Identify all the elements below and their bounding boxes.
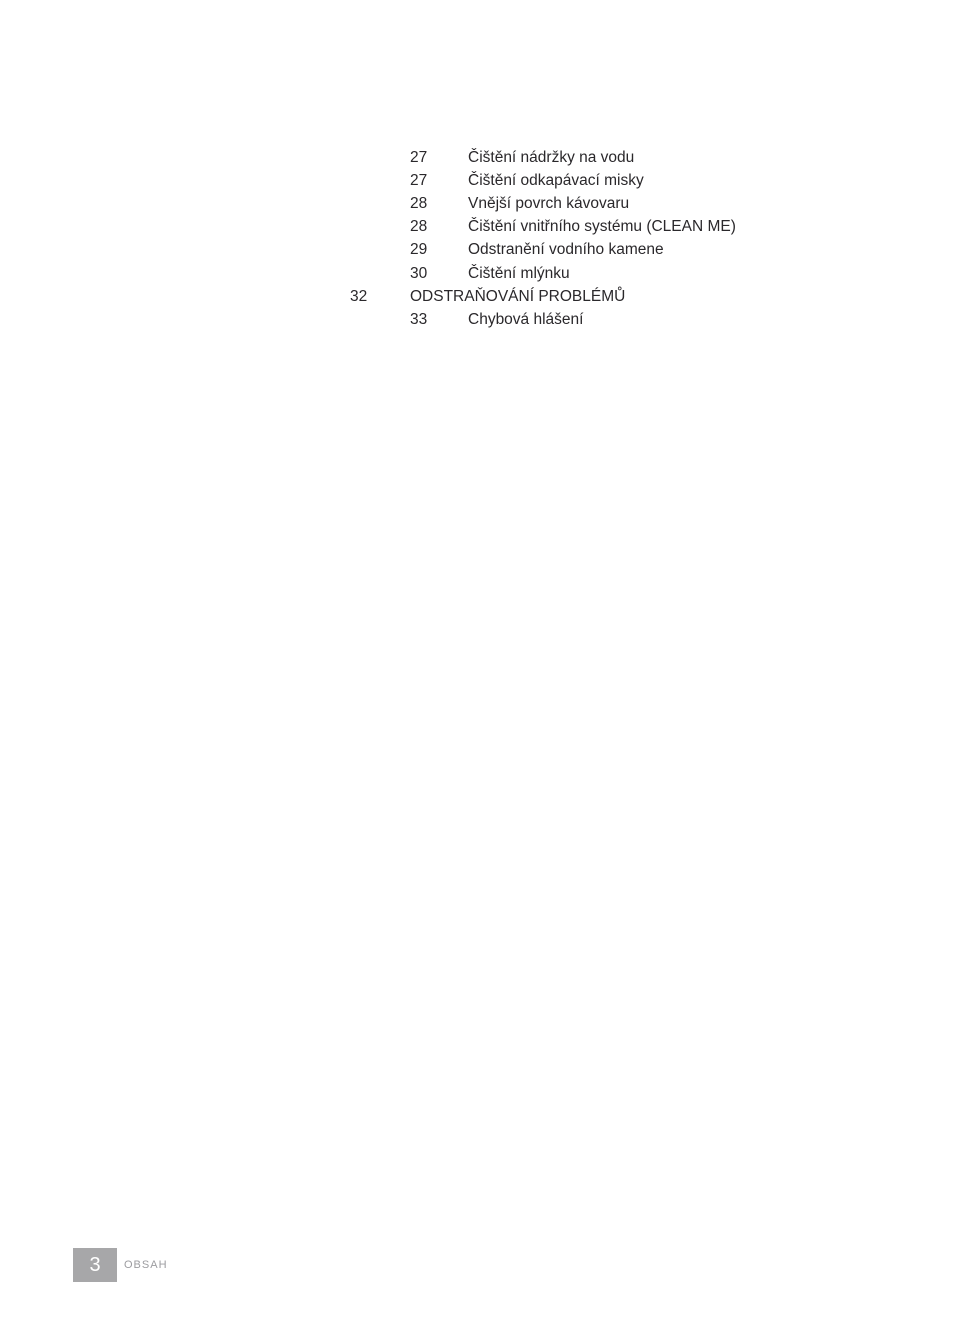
toc-entry — [350, 239, 736, 262]
toc-entry — [350, 216, 736, 239]
page-number: 3 — [89, 1253, 101, 1276]
table-of-contents — [350, 146, 736, 332]
toc-entry — [350, 146, 736, 169]
toc-entry — [350, 169, 736, 192]
toc-entry-title: Čištění odkapávací misky — [468, 171, 644, 189]
toc-entry-page-number: 28 — [410, 194, 428, 212]
toc-entry-page-number: 29 — [410, 241, 428, 259]
toc-entry-page-number: 33 — [410, 310, 428, 328]
toc-entry-page-number: 28 — [410, 218, 428, 236]
toc-entry-title: ODSTRAŇOVÁNÍ PROBLÉMŮ — [410, 287, 626, 305]
toc-entry — [350, 285, 736, 308]
toc-entry-title: Vnější povrch kávovaru — [468, 194, 630, 212]
page-number-badge — [73, 1248, 117, 1282]
toc-entry — [350, 262, 736, 285]
toc-entry-page-number: 27 — [410, 171, 428, 189]
toc-entry-title: Čištění nádržky na vodu — [468, 148, 635, 166]
toc-entry-page-number: 30 — [410, 264, 428, 282]
toc-entry-page-number: 27 — [410, 148, 428, 166]
toc-entry — [350, 192, 736, 215]
page-footer — [73, 1248, 168, 1282]
toc-entry-title: Čištění mlýnku — [468, 264, 570, 282]
toc-entry-title: Odstranění vodního kamene — [468, 241, 664, 259]
toc-entry — [350, 308, 736, 331]
toc-entry-page-number: 32 — [350, 287, 368, 305]
toc-entry-title: Čištění vnitřního systému (CLEAN ME) — [468, 218, 736, 236]
footer-section-label: OBSAH — [124, 1259, 168, 1271]
toc-entry-title: Chybová hlášení — [468, 310, 584, 328]
